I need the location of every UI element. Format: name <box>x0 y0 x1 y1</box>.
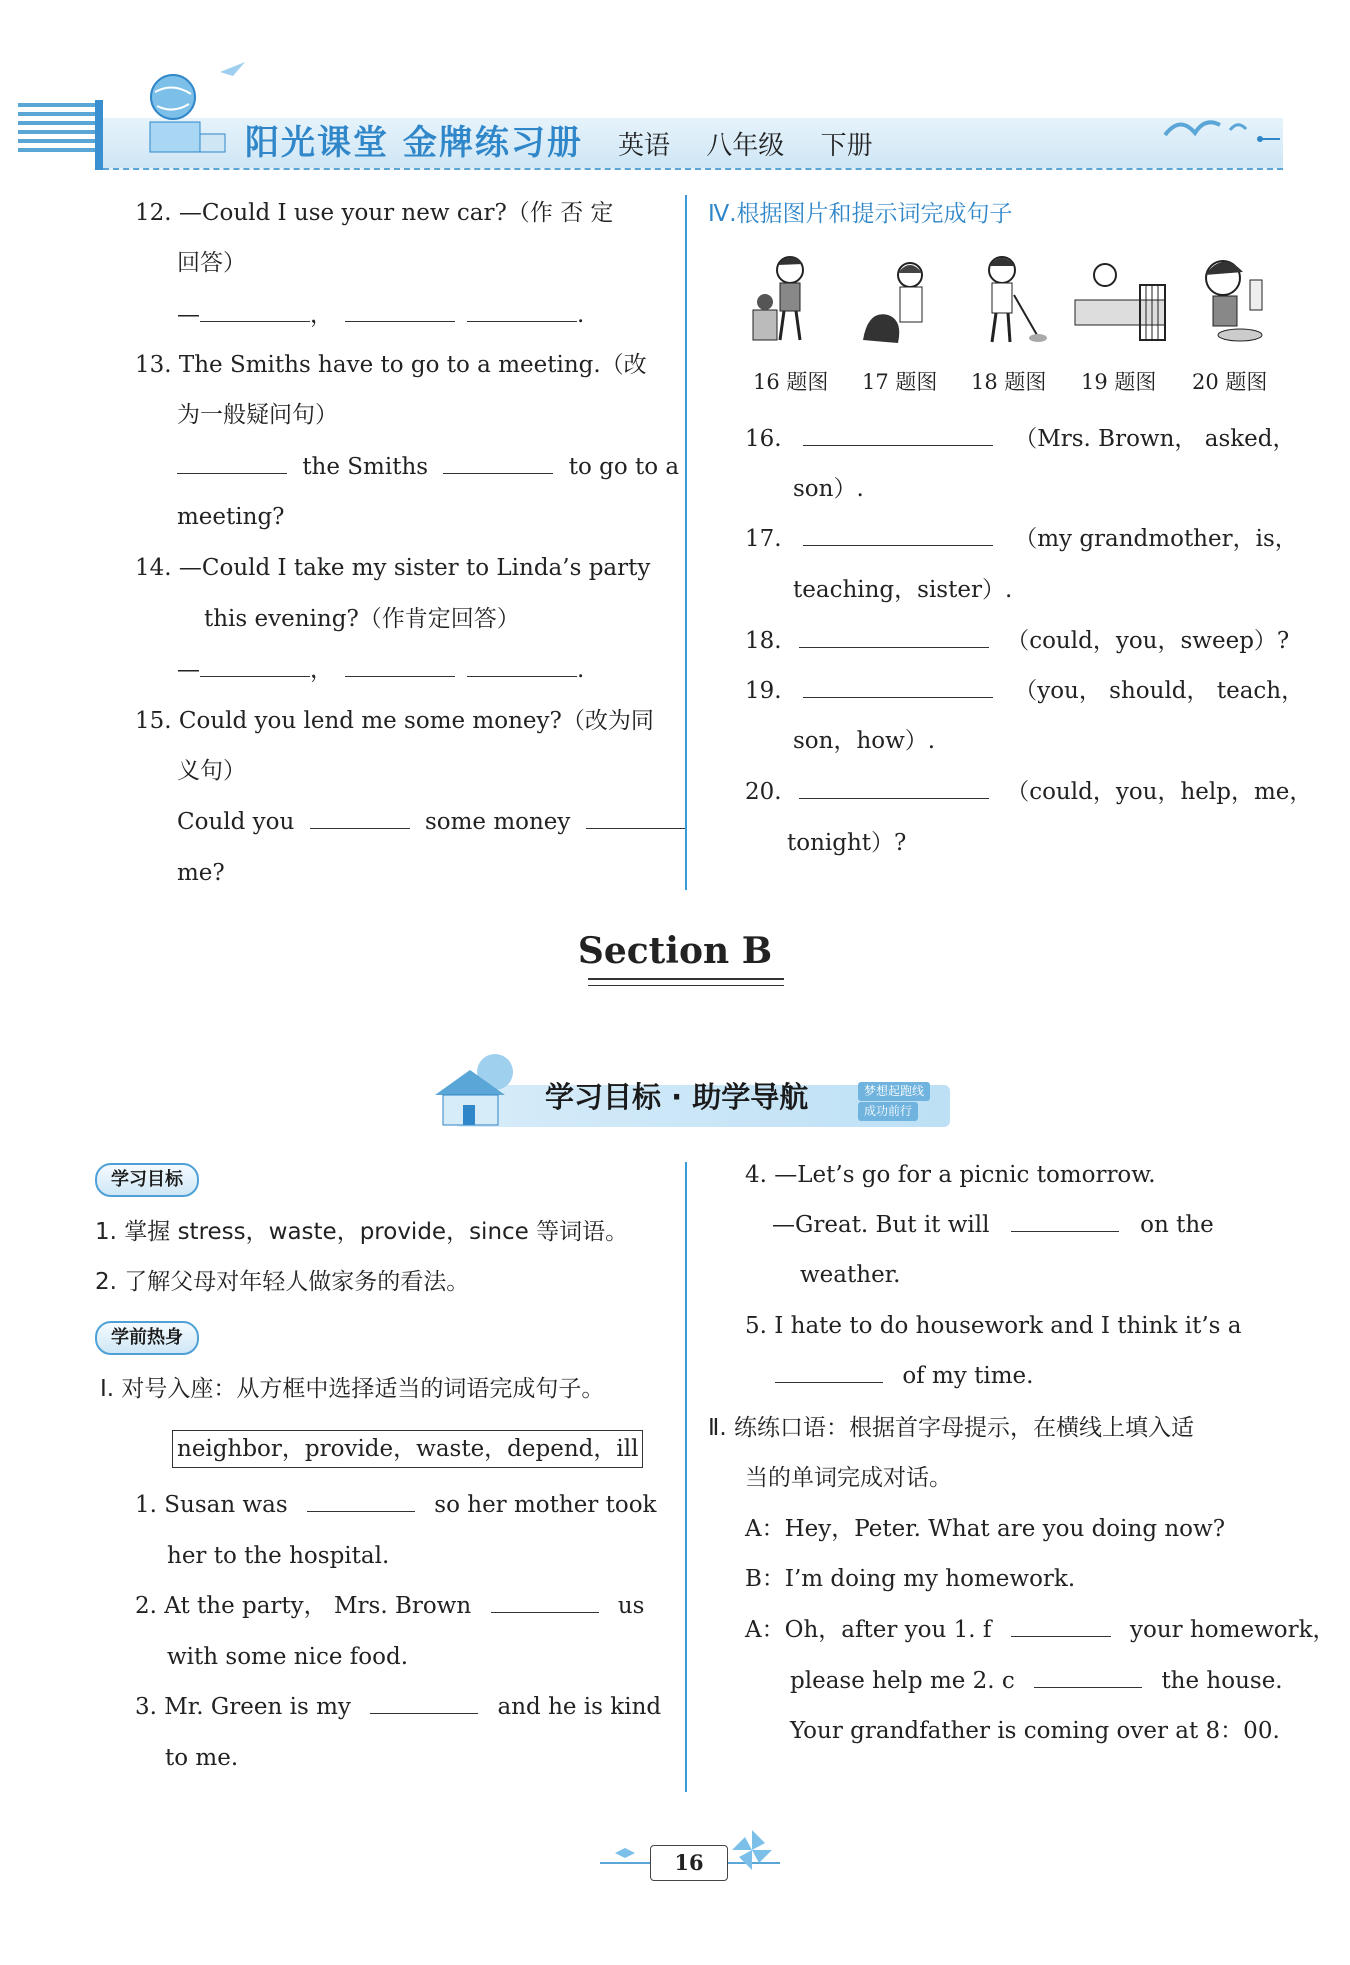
dialogue-line-3 <box>745 1605 1336 1656</box>
volume-label: 下册 <box>820 131 873 161</box>
q19-blank[interactable] <box>803 675 993 698</box>
pinwheel-icon <box>730 1828 775 1873</box>
making-bed-picture <box>1070 255 1170 350</box>
section-b-underline <box>588 978 784 986</box>
section-i-heading: Ⅰ. 对号入座：从方框中选择适当的词语完成句子。 <box>100 1376 605 1402</box>
q16-line1 <box>745 414 1296 465</box>
i-q2-text-2: us <box>617 1593 645 1619</box>
dialogue-4-text-2: the house. <box>1161 1668 1283 1694</box>
dialogue-3-text-2: your homework， <box>1130 1617 1336 1643</box>
banner-slogan-2: 成功前行 <box>858 1102 918 1121</box>
q13-blank-2[interactable] <box>443 451 553 474</box>
dialogue-line-1: A：Hey，Peter. What are you doing now? <box>745 1516 1226 1542</box>
i-q3-blank[interactable] <box>370 1691 478 1714</box>
i-q4-text-2: on the <box>1140 1212 1214 1238</box>
q17-line1 <box>745 514 1298 565</box>
pic-label-17: 17 题图 <box>862 370 938 394</box>
q20-hint: （could，you，help，me， <box>1006 779 1313 805</box>
q16-hint: （Mrs. Brown， asked， <box>1014 426 1296 452</box>
q14-blank-3[interactable] <box>467 654 577 677</box>
sparkle-icon <box>605 1838 645 1868</box>
q15-line4: me? <box>177 860 225 886</box>
q13-answer <box>177 442 679 493</box>
q13-text-2: to go to a <box>568 454 680 480</box>
q17-hint: （my grandmother，is， <box>1014 526 1298 552</box>
q18-blank[interactable] <box>799 625 989 648</box>
i-q5-line2 <box>775 1351 1033 1402</box>
q20-blank[interactable] <box>799 776 989 799</box>
q18-number: 18. <box>745 628 782 654</box>
section-b-title: Section B <box>577 930 773 972</box>
q13-blank-1[interactable] <box>177 451 287 474</box>
q12-blank-2[interactable] <box>345 299 455 322</box>
pic-label-19: 19 题图 <box>1081 370 1157 394</box>
q14-blank-2[interactable] <box>345 654 455 677</box>
i-q3-text-1: 3. Mr. Green is my <box>135 1694 351 1720</box>
q13-line2: 为一般疑问句） <box>177 402 338 428</box>
q12-blank-3[interactable] <box>467 299 577 322</box>
q12-blank-1[interactable] <box>200 299 310 322</box>
pic-label-20: 20 题图 <box>1192 370 1268 394</box>
q12-line2: 回答） <box>177 250 246 276</box>
q15-text-1: Could you <box>177 809 295 835</box>
i-q1-text-1: 1. Susan was <box>135 1492 288 1518</box>
series-title: 阳光课堂 金牌练习册 <box>245 123 583 163</box>
pic-label-16: 16 题图 <box>753 370 829 394</box>
q14-dash: — <box>177 657 200 683</box>
i-q3-line1 <box>135 1682 661 1733</box>
section-ii-heading-2: 当的单词完成对话。 <box>745 1465 952 1491</box>
i-q5-text: of my time. <box>902 1363 1034 1389</box>
q17-blank[interactable] <box>803 523 993 546</box>
q16-line2: son）. <box>793 476 864 502</box>
q20-number: 20. <box>745 779 782 805</box>
i-q4-line1: 4. —Let’s go for a picnic tomorrow. <box>745 1162 1156 1188</box>
q13-line1: 13. The Smiths have to go to a meeting.（改 <box>135 352 647 378</box>
q18-line1 <box>745 616 1289 667</box>
learning-goals-tag: 学习目标 <box>95 1163 199 1197</box>
boy-trash-picture <box>748 250 828 350</box>
section-iv-heading: Ⅳ.根据图片和提示词完成句子 <box>708 201 1013 227</box>
i-q1-line2: her to the hospital. <box>167 1543 390 1569</box>
q18-hint: （could，you，sweep）? <box>1006 628 1290 654</box>
dialogue-line-5: Your grandfather is coming over at 8：00. <box>790 1718 1280 1744</box>
q20-line2: tonight）? <box>787 830 907 856</box>
dialogue-line-2: B：I’m doing my homework. <box>745 1566 1076 1592</box>
q19-hint: （you， should， teach， <box>1014 678 1305 704</box>
i-q1-line1 <box>135 1480 657 1531</box>
column-divider-top <box>685 195 687 890</box>
q12-answer: — ， . <box>177 290 584 341</box>
i-q5-line1: 5. I hate to do housework and I think it’s a <box>745 1313 1242 1339</box>
grade-label: 八年级 <box>706 131 785 161</box>
subject-label: 英语 <box>618 131 671 161</box>
q17-line2: teaching，sister）. <box>793 577 1013 603</box>
i-q2-text-1: 2. At the party， Mrs. Brown <box>135 1593 472 1619</box>
birds-icon <box>1160 105 1280 145</box>
washing-dishes-picture <box>1185 250 1275 350</box>
section-ii-heading-1: Ⅱ. 练练口语：根据首字母提示，在横线上填入适 <box>708 1415 1194 1441</box>
q17-number: 17. <box>745 526 782 552</box>
dialogue-3-text-1: A：Oh，after you 1. f <box>745 1617 992 1643</box>
i-q3-line2: to me. <box>165 1745 239 1771</box>
q15-answer <box>177 797 686 848</box>
ii-blank-2[interactable] <box>1034 1665 1142 1688</box>
i-q4-text-1: —Great. But it will <box>772 1212 990 1238</box>
i-q2-line2: with some nice food. <box>167 1644 409 1670</box>
dialogue-4-text-1: please help me 2. c <box>790 1668 1015 1694</box>
i-q4-line3: weather. <box>800 1262 901 1288</box>
q15-line2: 义句） <box>177 758 246 784</box>
page-number: 16 <box>650 1845 728 1881</box>
header-accent-bar <box>95 100 103 170</box>
dialogue-line-4 <box>790 1656 1283 1707</box>
q14-blank-1[interactable] <box>200 654 310 677</box>
q15-text-2: some money <box>424 809 571 835</box>
q13-line4: meeting? <box>177 504 285 530</box>
i-q1-text-2: so her mother took <box>434 1492 657 1518</box>
i-q2-line1 <box>135 1581 644 1632</box>
i-q5-blank[interactable] <box>775 1360 883 1383</box>
q12-dash: — <box>177 302 200 328</box>
word-box: neighbor，provide，waste，depend，ill <box>172 1430 643 1468</box>
q14-line2: this evening?（作肯定回答） <box>204 606 520 632</box>
q19-line1 <box>745 666 1304 717</box>
pic-label-18: 18 题图 <box>971 370 1047 394</box>
banner-slogan-1: 梦想起跑线 <box>858 1082 930 1101</box>
q15-line1: 15. Could you lend me some money?（改为同 <box>135 708 654 734</box>
book-meta <box>618 125 901 162</box>
woman-teaching-picture <box>858 255 938 350</box>
i-q2-blank[interactable] <box>491 1590 599 1613</box>
ii-blank-1[interactable] <box>1011 1614 1111 1637</box>
goal-1: 1. 掌握 stress，waste，provide，since 等词语。 <box>95 1219 629 1245</box>
i-q3-text-2: and he is kind <box>497 1694 662 1720</box>
q12-line1: 12. —Could I use your new car?（作 否 定 <box>135 200 614 226</box>
q20-line1 <box>745 767 1312 818</box>
q13-text-1: the Smiths <box>302 454 429 480</box>
i-q4-line2 <box>772 1200 1214 1251</box>
header-decor-lines <box>18 103 96 165</box>
boy-sweeping-picture <box>962 250 1047 350</box>
q14-answer: — ， . <box>177 645 584 696</box>
learning-goals-banner: 学习目标 · 助学导航 <box>545 1080 809 1114</box>
warmup-tag: 学前热身 <box>95 1321 199 1355</box>
q14-line1: 14. —Could I take my sister to Linda’s party <box>135 555 651 581</box>
house-icon <box>425 1050 525 1130</box>
i-q4-blank[interactable] <box>1011 1209 1119 1232</box>
q16-blank[interactable] <box>803 423 993 446</box>
q15-blank-2[interactable] <box>586 806 686 829</box>
i-q1-blank[interactable] <box>307 1489 415 1512</box>
q16-number: 16. <box>745 426 782 452</box>
globe-logo-icon <box>125 62 245 162</box>
q19-number: 19. <box>745 678 782 704</box>
goal-2: 2. 了解父母对年轻人做家务的看法。 <box>95 1269 470 1295</box>
q15-blank-1[interactable] <box>310 806 410 829</box>
column-divider-bottom <box>685 1162 687 1792</box>
q19-line2: son，how）. <box>793 728 936 754</box>
